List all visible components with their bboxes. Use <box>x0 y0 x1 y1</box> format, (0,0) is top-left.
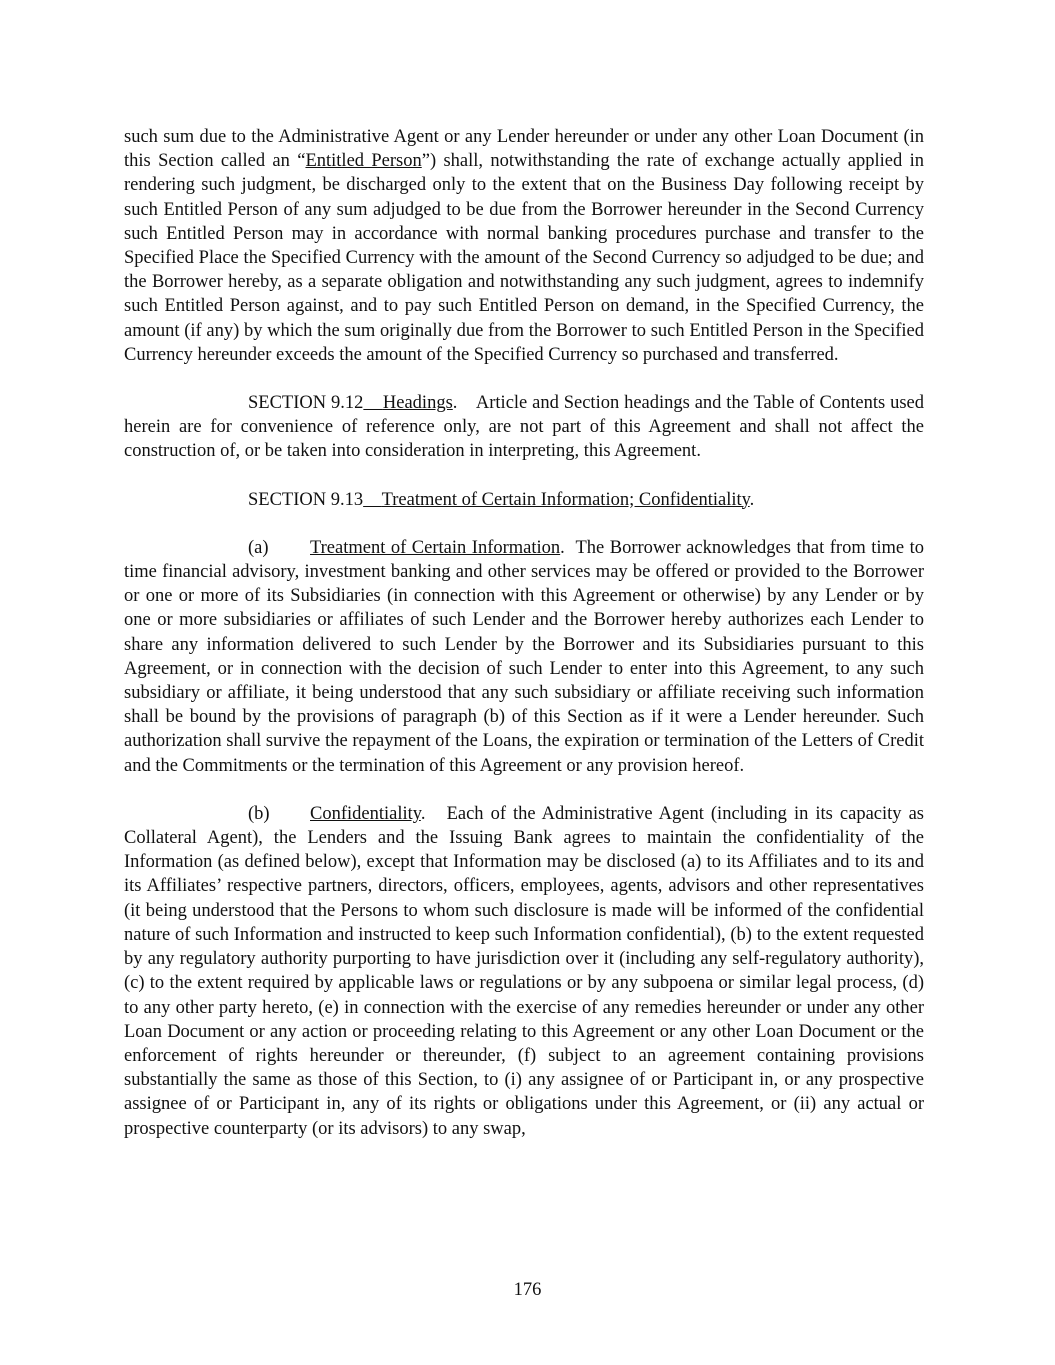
section-9-12-title-wrap <box>363 393 452 413</box>
section-9-13-title: Treatment of Certain Information; Confidentiality <box>381 489 750 510</box>
paragraph-a: (a) Treatment of Certain Information. The Borrower acknowledges that from time to time financial advisory, investment banking and other services may be offered or provided to the Borrower or one or more of its Subsidiaries (in connection with this Agreement or otherwise) by any Lender or by one or more subsidiaries or affiliates of such Lender and the Borrower hereby authorizes each Lender to share any information delivered to such Lender by the Borrower and its Subsidiaries pursuant to this Agreement, or in connection with the decision of such Lender to enter into this Agreement, to any such subsidiary or affiliate, it being understood that any such subsidiary or affiliate receiving such information shall be bound by the provisions of paragraph (b) of this Section as if it were a Lender hereunder. Such authorization shall survive the repayment of the Loans, the expiration or termination of the Letters of Credit and the Commitments or the termination of this Agreement or any provision hereof. <box>124 537 925 776</box>
continuation-text-after: ”) shall, notwithstanding the rate of exchange actually applied in rendering such judgment, be discharged only to the extent that on the Business Day following receipt by such Entitled Person of any sum adjudged to be due from the Borrower hereunder in the Second Currency such Entitled Person may in accordance with normal banking procedures purchase and transfer to the Specified Place the Specified Currency with the amount of the Second Currency so adjudged to be due; and the Borrower hereby, as a separate obligation and notwithstanding any such judgment, agrees to indemnify such Entitled Person against, and to pay such Entitled Person on demand, in the Specified Currency, the amount (if any) by which the sum originally due from the Borrower to such Entitled Person in the Specified Currency hereunder exceeds the amount of the Specified Currency so purchased and transferred. <box>124 151 924 365</box>
continuation-paragraph <box>124 125 924 367</box>
section-9-12-paragraph: SECTION 9.12 Headings. Article and Section headings and the Table of Contents used herein are for convenience of reference only, are not part of this Agreement and shall not affect the construction of, or be taken into consideration in interpreting, this Agreement. <box>124 393 925 462</box>
section-9-12-title: Headings <box>382 393 453 414</box>
paragraph-b-title: Confidentiality <box>310 803 421 824</box>
paragraph-b-label: (b) <box>248 803 270 824</box>
paragraph-a-label: (a) <box>248 537 269 558</box>
section-9-13-title-wrap <box>363 490 750 510</box>
defined-term-entitled-person: Entitled Person <box>305 151 422 172</box>
paragraph-b-body: Each of the Administrative Agent (including in its capacity as Collateral Agent), the Lenders and the Issuing Bank agrees to maintain the confidentiality of the Information (as defined below), except that Information may be disclosed (a) to its Affiliates and to its and its Affiliates’ respective partners, directors, officers, employees, agents, advisors and other representatives (it being understood that the Persons to whom such disclosure is made will be informed of the confidential nature of such Information and instructed to keep such Information confidential), (b) to the extent requested by any regulatory authority purporting to have jurisdiction over it (including any self-regulatory authority), (c) to the extent required by applicable laws or regulations or by any subpoena or similar legal process, (d) to any other party hereto, (e) in connection with the exercise of any remedies hereunder or under any other Loan Document or any action or proceeding relating to this Agreement or any other Loan Document or the enforcement of rights hereunder or thereunder, (f) subject to an agreement containing provisions substantially the same as those of this Section, to (i) any assignee of or Participant in, or any prospective assignee of or Participant in, any of its rights or obligations under this Agreement, or (ii) any actual or prospective counterparty (or its advisors) to any swap, <box>124 803 924 1139</box>
section-9-13-number: SECTION 9.13 <box>248 489 364 510</box>
section-9-12-number: SECTION 9.12 <box>248 393 364 414</box>
section-9-12-body: Article and Section headings and the Table of Contents used herein are for convenience of reference only, are not part of this Agreement and shall not affect the construction of, or be taken into consideration in interpreting, this Agreement. <box>124 393 925 462</box>
section-9-13-heading: SECTION 9.13 Treatment of Certain Information; Confidentiality. <box>248 489 755 510</box>
page-number: 176 <box>513 1280 542 1300</box>
document-page <box>124 125 924 1141</box>
paragraph-a-body: The Borrower acknowledges that from time to time financial advisory, investment banking and other services may be offered or provided to the Borrower or one or more of its Subsidiaries (in connection with this Agreement or otherwise) by any Lender or by one or more subsidiaries or affiliates of such Lender and the Borrower hereby authorizes each Lender to share any information delivered to such Lender by the Borrower and its Subsidiaries pursuant to this Agreement, or in connection with the decision of such Lender to enter into this Agreement, to any such subsidiary or affiliate, it being understood that any such subsidiary or affiliate receiving such information shall be bound by the provisions of paragraph (b) of this Section as if it were a Lender hereunder. Such authorization shall survive the repayment of the Loans, the expiration or termination of the Letters of Credit and the Commitments or the termination of this Agreement or any provision hereof. <box>124 537 925 776</box>
continuation-text-before: such sum due to the Administrative Agent or any Lender hereunder or under any other Loan Document (in this Section called an “ <box>124 127 924 172</box>
paragraph-b: (b) Confidentiality. Each of the Administrative Agent (including in its capacity as Collateral Agent), the Lenders and the Issuing Bank agrees to maintain the confidentiality of the Information (as defined below), except that Information may be disclosed (a) to its Affiliates and to its and its Affiliates’ respective partners, directors, officers, employees, agents, advisors and other representatives (it being understood that the Persons to whom such disclosure is made will be informed of the confidential nature of such Information and instructed to keep such Information confidential), (b) to the extent requested by any regulatory authority purporting to have jurisdiction over it (including any self-regulatory authority), (c) to the extent required by applicable laws or regulations or by any subpoena or similar legal process, (d) to any other party hereto, (e) in connection with the exercise of any remedies hereunder or under any other Loan Document or any action or proceeding relating to this Agreement or any other Loan Document or the enforcement of rights hereunder or thereunder, (f) subject to an agreement containing provisions substantially the same as those of this Section, to (i) any assignee of or Participant in, or any prospective assignee of or Participant in, any of its rights or obligations under this Agreement, or (ii) any actual or prospective counterparty (or its advisors) to any swap, <box>124 803 924 1139</box>
paragraph-a-title: Treatment of Certain Information <box>310 537 561 558</box>
